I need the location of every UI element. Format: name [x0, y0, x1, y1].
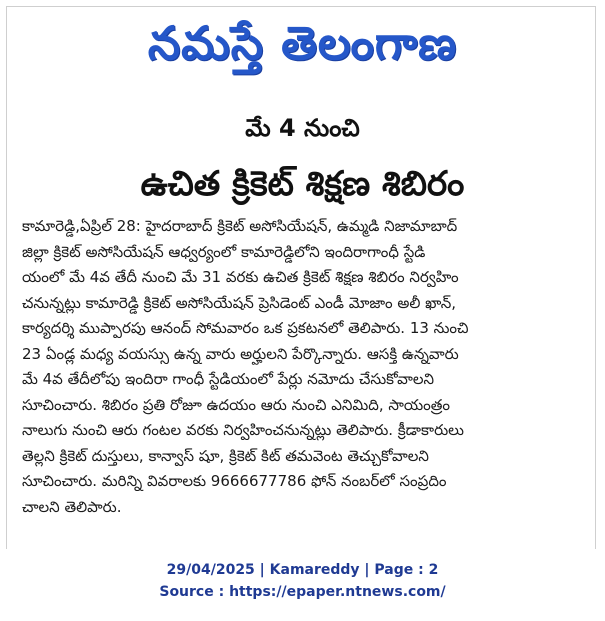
body-line: తెల్లని క్రికెట్ దుస్తులు, కాన్వాస్ షూ, క్రికెట్ కిట్ తమవెంట తెచ్చుకోవాలని: [22, 446, 429, 465]
body-line: సూచించారు. శిబిరం ప్రతి రోజూ ఉదయం ఆరు నుంచి ఎనిమిది, సాయంత్రం: [22, 395, 451, 414]
body-line: 23 ఏండ్ల మధ్య వయస్సు ఉన్న వారు అర్హులని పేర్కొన్నారు. ఆసక్తి ఉన్నవారు: [22, 344, 459, 363]
body-line: నాలుగు నుంచి ఆరు గంటల వరకు నిర్వహించనున్నట్లు తెలిపారు. క్రీడాకారులు: [22, 421, 464, 439]
body-line: కామారెడ్డి,ఏప్రిల్ 28: హైదరాబాద్ క్రికెట్ అసోసియేషన్, ఉమ్మడి నిజామాబాద్: [22, 217, 458, 235]
publication-meta: 29/04/2025 | Kamareddy | Page : 2: [166, 562, 439, 578]
newspaper-masthead: నమస్తే తెలంగాణ: [147, 16, 458, 70]
article-kicker: మే 4 నుంచి: [245, 114, 360, 142]
article-headline: ఉచిత క్రికెట్ శిక్షణ శిబిరం: [140, 164, 465, 204]
body-line: మే 4వ తేదీలోపు ఇందిరా గాంధీ స్టేడియంలో పేర్లు నమోదు చేసుకోవాలని: [22, 370, 435, 388]
article-body: [22, 214, 588, 520]
body-line: జిల్లా క్రికెట్ అసోసియేషన్ ఆధ్వర్యంలో కామారెడ్డిలోని ఇందిరాగాంధీ స్టేడి: [22, 242, 426, 261]
body-line: చనున్నట్లు కామారెడ్డి క్రికెట్ అసోసియేషన్ ప్రెసిడెంట్ ఎండీ మోజాం అలీ ఖాన్,: [22, 293, 456, 312]
body-line: యంలో మే 4వ తేదీ నుంచి మే 31 వరకు ఉచిత క్రికెట్ శిక్షణ శిబిరం నిర్వహిం: [22, 268, 459, 286]
body-line: కార్యదర్శి ముప్పారపు ఆనంద్ సోమవారం ఒక ప్రకటనలో తెలిపారు. 13 నుంచి: [22, 319, 469, 337]
body-line: సూచించారు. మరిన్ని వివరాలకు 9666677786 ఫోన్ నంబర్‌లో సంప్రదిం: [22, 472, 447, 490]
source-line: Source : https://epaper.ntnews.com/: [159, 584, 446, 600]
body-line: చాలని తెలిపారు.: [22, 497, 122, 516]
